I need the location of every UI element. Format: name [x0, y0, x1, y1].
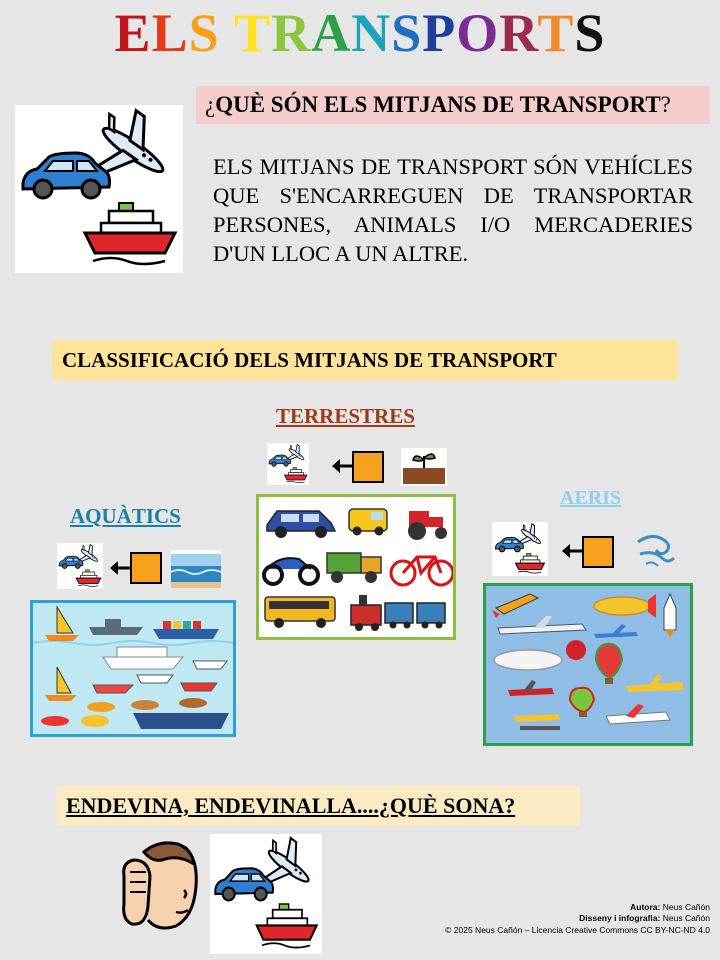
title-letter: S — [188, 3, 220, 63]
title-letter: S — [574, 3, 606, 63]
water-vehicles-illustration — [30, 600, 236, 737]
aquatics-title: AQUÀTICS — [70, 504, 181, 528]
title-letter: P — [422, 3, 457, 63]
land-soil-plant-icon — [401, 448, 447, 486]
design-credit: Disseny i infografia: Neus Cañón — [579, 913, 710, 923]
title-letter: T — [234, 3, 272, 63]
title-letter: T — [537, 3, 575, 63]
credits — [445, 902, 710, 937]
classification-heading: CLASSIFICACIÓ DELS MITJANS DE TRANSPORT — [62, 348, 557, 372]
title-letter: S — [391, 3, 423, 63]
arrow-left-icon — [330, 456, 354, 476]
title-letter: L — [151, 3, 189, 63]
definition-text: ELS MITJANS DE TRANSPORT SÓN VEHÍCLES QUE S'ENCARREGUEN DE TRANSPORTAR PERSONES, ANIMALS I/O MERCADERIES D'UN LLOC A UN ALTRE. — [213, 154, 693, 266]
arrow-left-icon — [560, 541, 584, 561]
sea-water-icon — [171, 550, 221, 588]
transport-pictogram-icon — [15, 105, 183, 273]
aeris-title: AERIS — [560, 487, 622, 509]
author-credit: Autora: Neus Cañón — [630, 901, 710, 912]
category-box — [352, 451, 384, 483]
category-box — [582, 536, 614, 568]
air-wind-icon — [632, 524, 680, 572]
transport-pictogram-icon — [492, 522, 548, 576]
title-letter — [220, 3, 235, 63]
title-letter: O — [456, 3, 500, 63]
title-letter: R — [271, 3, 312, 63]
title-letter: R — [499, 3, 538, 63]
title-letter: A — [311, 3, 352, 63]
title-letter: E — [114, 3, 152, 63]
arrow-left-icon — [108, 558, 132, 578]
category-box — [130, 552, 162, 584]
license-text: © 2025 Neus Cañón – Licencia Creative Commons CC BY-NC-ND 4.0 — [445, 924, 710, 935]
transport-pictogram-icon — [267, 443, 309, 485]
land-vehicles-illustration — [256, 494, 456, 640]
transport-pictogram-icon — [57, 543, 103, 589]
question-heading: ¿QUÈ SÓN ELS MITJANS DE TRANSPORT? — [205, 92, 671, 117]
guess-heading: ENDEVINA, ENDEVINALLA....¿QUÈ SONA? — [66, 793, 516, 818]
transport-pictogram-icon — [210, 834, 322, 954]
listening-ear-icon — [118, 836, 202, 932]
page-title — [0, 2, 720, 64]
title-letter: N — [351, 3, 392, 63]
air-vehicles-illustration — [483, 583, 693, 746]
terrestres-title: TERRESTRES — [276, 404, 415, 428]
